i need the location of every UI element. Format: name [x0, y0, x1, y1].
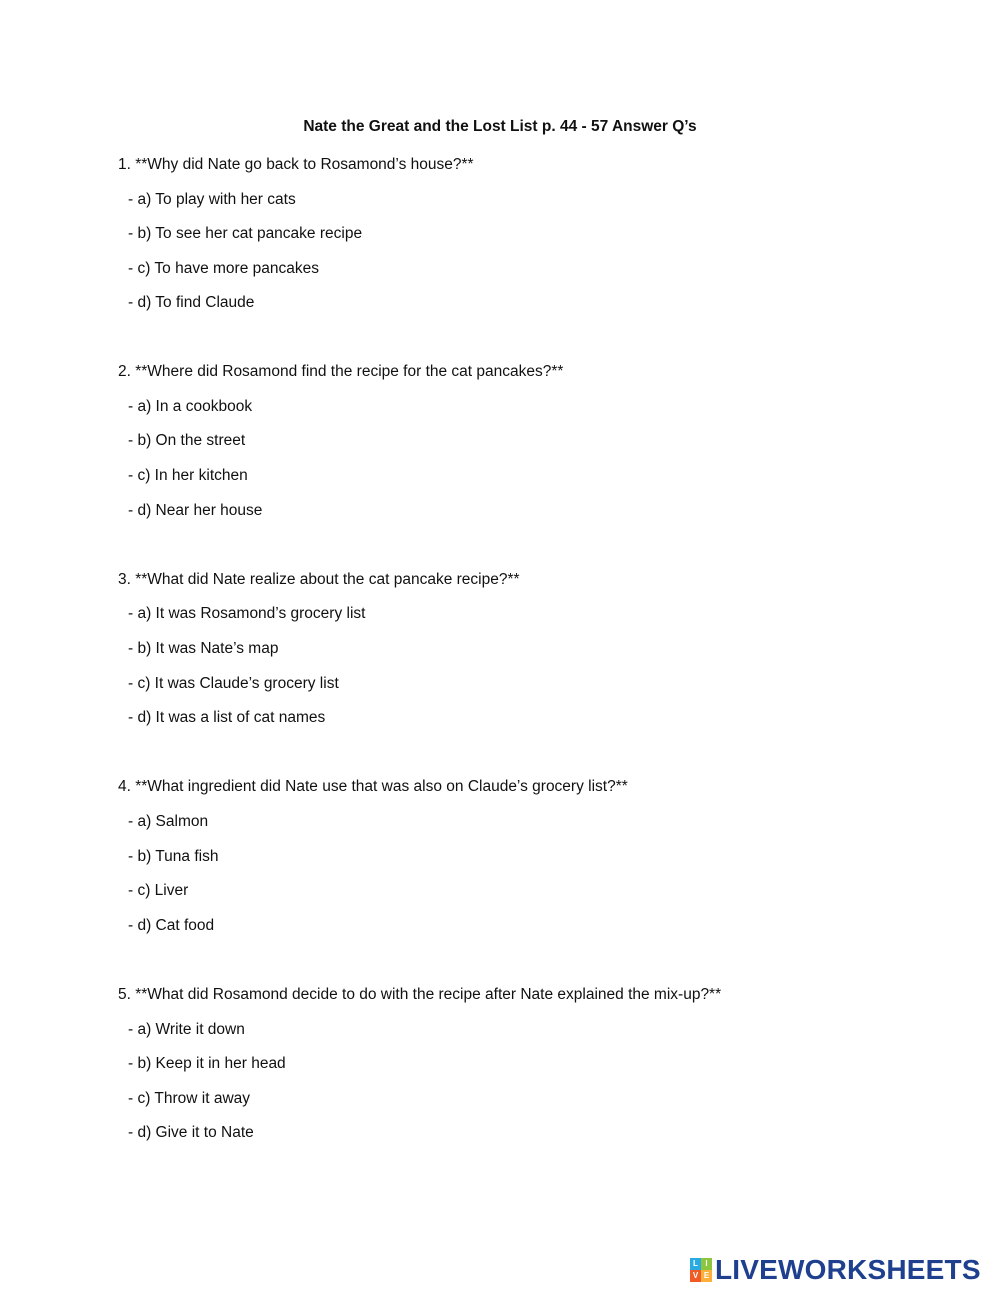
question-3-option-b: - b) It was Nate’s map	[128, 640, 279, 657]
question-4: 4. **What ingredient did Nate use that was also on Claude’s grocery list?**	[118, 778, 628, 795]
question-4-option-b: - b) Tuna fish	[128, 848, 219, 865]
question-4-option-d: - d) Cat food	[128, 917, 215, 934]
question-1-option-b: - b) To see her cat pancake recipe	[128, 225, 363, 242]
question-1-option-a: - a) To play with her cats	[128, 191, 296, 208]
question-5-option-a: - a) Write it down	[128, 1021, 245, 1038]
question-3-option-c: - c) It was Claude’s grocery list	[128, 675, 339, 692]
question-2: 2. **Where did Rosamond find the recipe for the cat pancakes?**	[118, 363, 564, 380]
question-2-option-b: - b) On the street	[128, 432, 246, 449]
question-5-option-c: - c) Throw it away	[128, 1090, 251, 1107]
question-5-option-b: - b) Keep it in her head	[128, 1055, 286, 1072]
liveworksheets-logo	[690, 1255, 981, 1285]
liveworksheets-logo-icon	[690, 1258, 712, 1282]
logo-mark-letter: V	[690, 1270, 701, 1282]
logo-mark-letter: E	[701, 1270, 712, 1282]
liveworksheets-logo-text: LIVEWORKSHEETS	[715, 1254, 981, 1285]
logo-mark-letter: I	[701, 1258, 712, 1270]
question-3-option-d: - d) It was a list of cat names	[128, 709, 326, 726]
question-3-option-a: - a) It was Rosamond’s grocery list	[128, 605, 366, 622]
question-2-option-d: - d) Near her house	[128, 502, 263, 519]
question-2-option-c: - c) In her kitchen	[128, 467, 248, 484]
question-5: 5. **What did Rosamond decide to do with the recipe after Nate explained the mix-up?**	[118, 986, 722, 1003]
question-3: 3. **What did Nate realize about the cat pancake recipe?**	[118, 571, 520, 588]
question-2-option-a: - a) In a cookbook	[128, 398, 253, 415]
question-1-option-d: - d) To find Claude	[128, 294, 255, 311]
question-4-option-a: - a) Salmon	[128, 813, 209, 830]
question-1-option-c: - c) To have more pancakes	[128, 260, 319, 277]
question-5-option-d: - d) Give it to Nate	[128, 1124, 254, 1141]
question-4-option-c: - c) Liver	[128, 882, 189, 899]
question-1: 1. **Why did Nate go back to Rosamond’s house?**	[118, 156, 474, 173]
logo-mark-letter: L	[690, 1258, 701, 1270]
page-title: Nate the Great and the Lost List p. 44 - 57 Answer Q’s	[303, 118, 697, 135]
